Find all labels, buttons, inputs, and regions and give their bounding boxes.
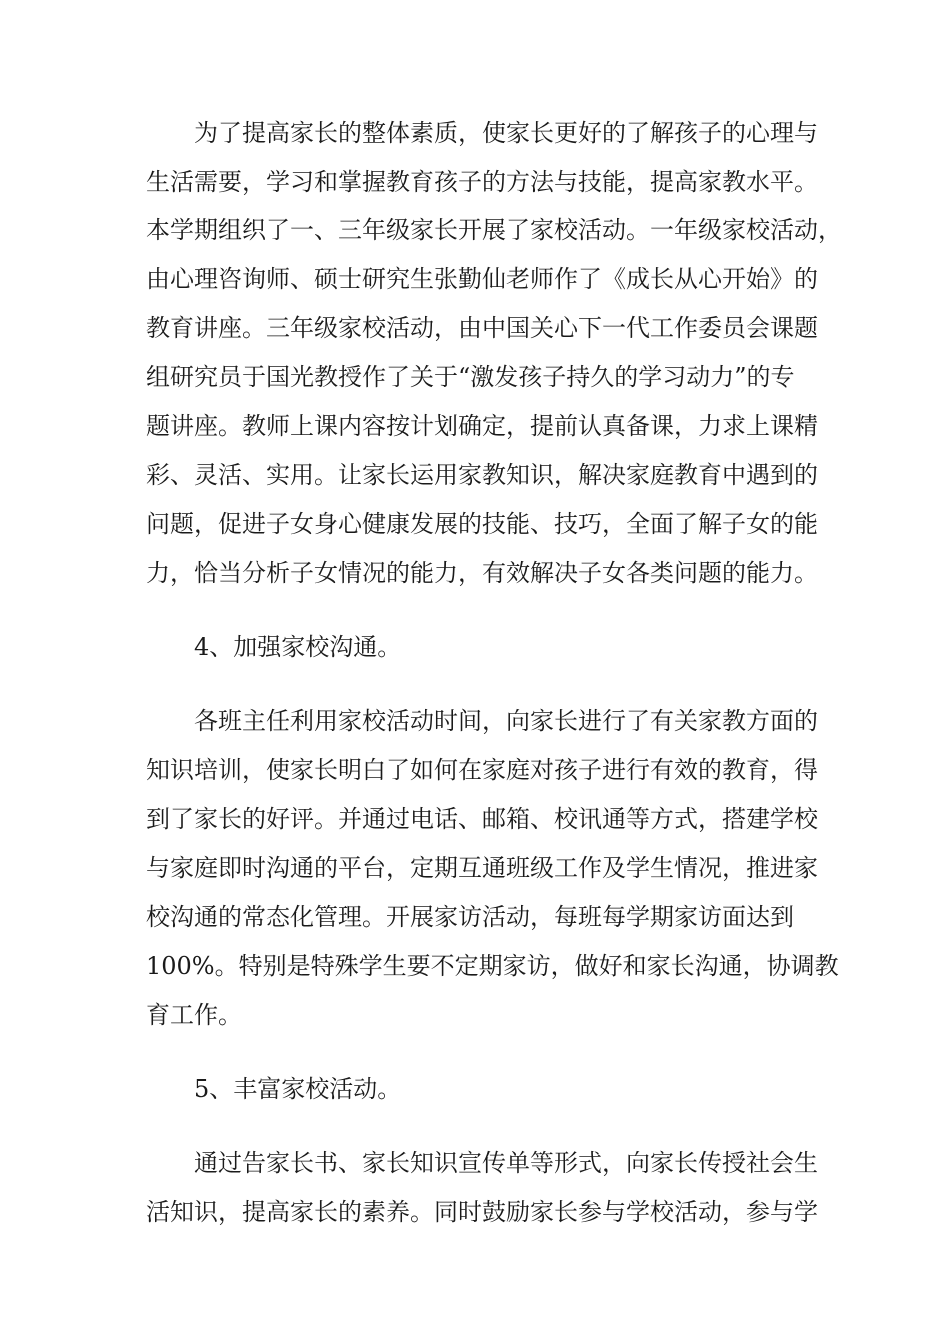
paragraph-line: 问题，促进子女身心健康发展的技能、技巧，全面了解子女的能 bbox=[146, 510, 818, 538]
section-heading: 5、丰富家校活动。 bbox=[194, 1075, 402, 1103]
paragraph-line: 本学期组织了一、三年级家长开展了家校活动。一年级家校活动， bbox=[146, 216, 842, 244]
paragraph-line: 知识培训，使家长明白了如何在家庭对孩子进行有效的教育，得 bbox=[146, 756, 818, 784]
paragraph-line: 生活需要，学习和掌握教育孩子的方法与技能，提高家教水平。 bbox=[146, 168, 818, 196]
paragraph-line: 力，恰当分析子女情况的能力，有效解决子女各类问题的能力。 bbox=[146, 559, 818, 587]
paragraph-line: 为了提高家长的整体素质，使家长更好的了解孩子的心理与 bbox=[194, 119, 818, 147]
paragraph-line: 彩、灵活、实用。让家长运用家教知识，解决家庭教育中遇到的 bbox=[146, 461, 818, 489]
paragraph-line: 通过告家长书、家长知识宣传单等形式，向家长传授社会生 bbox=[194, 1149, 818, 1177]
paragraph-line: 组研究员于国光教授作了关于“激发孩子持久的学习动力”的专 bbox=[146, 363, 795, 391]
paragraph-line: 100%。特别是特殊学生要不定期家访，做好和家长沟通，协调教 bbox=[146, 952, 839, 980]
paragraph-line: 与家庭即时沟通的平台，定期互通班级工作及学生情况，推进家 bbox=[146, 854, 818, 882]
paragraph-line: 校沟通的常态化管理。开展家访活动，每班每学期家访面达到 bbox=[146, 903, 794, 931]
paragraph-line: 题讲座。教师上课内容按计划确定，提前认真备课，力求上课精 bbox=[146, 412, 818, 440]
paragraph-line: 到了家长的好评。并通过电话、邮箱、校讯通等方式，搭建学校 bbox=[146, 805, 818, 833]
paragraph-line: 育工作。 bbox=[146, 1001, 242, 1029]
paragraph-line: 由心理咨询师、硕士研究生张勤仙老师作了《成长从心开始》的 bbox=[146, 265, 818, 293]
paragraph-line: 各班主任利用家校活动时间，向家长进行了有关家教方面的 bbox=[194, 707, 818, 735]
section-heading: 4、加强家校沟通。 bbox=[194, 633, 402, 661]
paragraph-line: 教育讲座。三年级家校活动，由中国关心下一代工作委员会课题 bbox=[146, 314, 818, 342]
paragraph-line: 活知识，提高家长的素养。同时鼓励家长参与学校活动，参与学 bbox=[146, 1198, 818, 1226]
